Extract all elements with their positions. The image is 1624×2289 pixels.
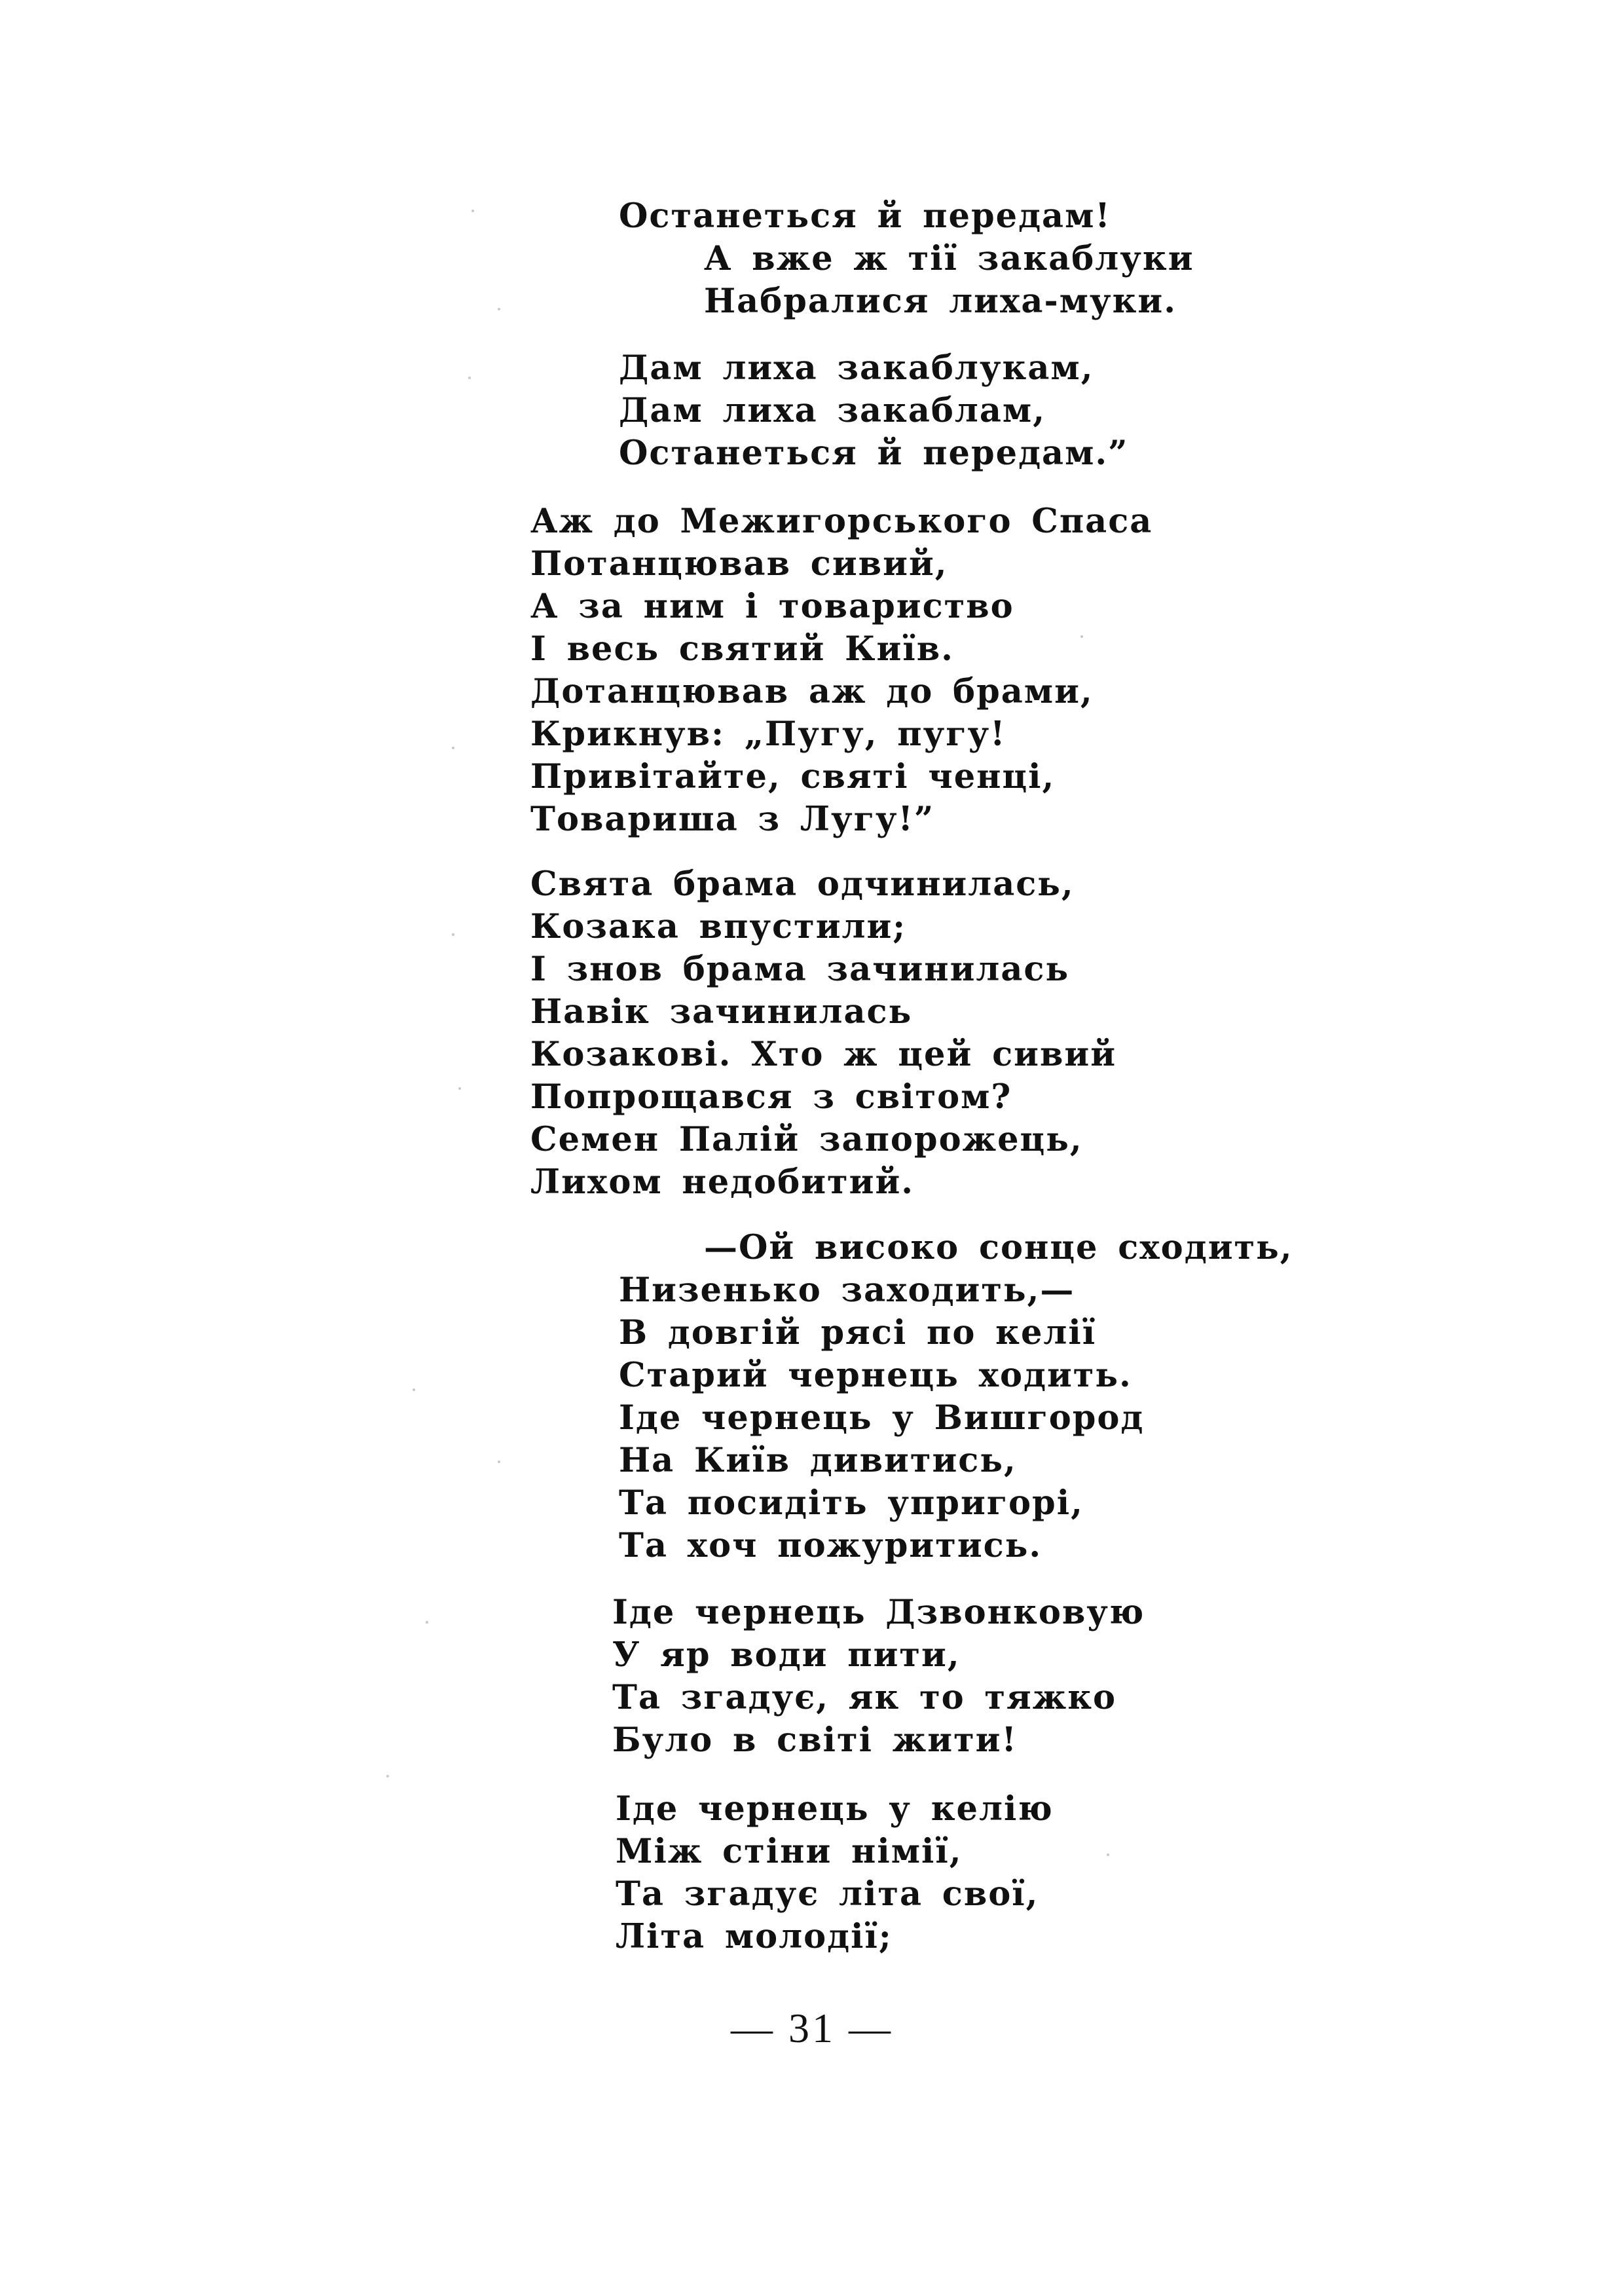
stanza-3 bbox=[530, 500, 1153, 841]
poem-line: Останеться й передам! bbox=[619, 196, 1111, 236]
stanza-6 bbox=[612, 1591, 1145, 1762]
stanza-1 bbox=[619, 195, 1194, 323]
poem-line: Козака впустили; bbox=[530, 907, 907, 946]
poem-line: На Київ дивитись, bbox=[619, 1441, 1017, 1480]
stanza-2 bbox=[619, 347, 1129, 475]
poem-line: А за ним і товариство bbox=[530, 587, 1014, 626]
poem-line: Товариша з Лугу!” bbox=[530, 800, 935, 839]
poem-line: Попрощався з світом? bbox=[530, 1077, 1012, 1117]
poem-line: Дам лиха закаблукам, bbox=[619, 348, 1094, 388]
scan-speck bbox=[386, 1775, 389, 1777]
scan-speck bbox=[498, 308, 500, 310]
poem-line: —Ой високо сонце сходить, bbox=[704, 1228, 1293, 1267]
poem-line: Дам лиха закаблам, bbox=[619, 391, 1046, 430]
scan-speck bbox=[498, 1461, 500, 1463]
poem-line: Крикнув: „Пугу, пугу! bbox=[530, 715, 1006, 754]
poem-line: Привітайте, святі ченці, bbox=[530, 757, 1056, 796]
poem-line: Козакові. Хто ж цей сивий bbox=[530, 1035, 1117, 1074]
scan-speck bbox=[1080, 635, 1083, 638]
poem-line: Старий чернець ходить. bbox=[619, 1356, 1132, 1395]
poem-line: Іде чернець у келію bbox=[616, 1789, 1054, 1829]
poem-line: Набралися лиха-муки. bbox=[704, 282, 1177, 321]
scan-speck bbox=[471, 210, 474, 212]
stanza-5 bbox=[619, 1227, 1293, 1567]
poem-line: Іде чернець у Вишгород bbox=[619, 1398, 1145, 1438]
poem-line: І весь святий Київ. bbox=[530, 629, 954, 669]
stanza-4 bbox=[530, 863, 1116, 1204]
page-number: — 31 — bbox=[731, 2005, 893, 2051]
poem-line: Іде чернець Дзвонковую bbox=[612, 1593, 1145, 1632]
poem-line: Та посидіть упригорі, bbox=[619, 1483, 1084, 1523]
poem-line: Семен Палій запорожець, bbox=[530, 1120, 1083, 1159]
poem-line: Свята брама одчинилась, bbox=[530, 865, 1075, 904]
poem-line: Аж до Межигорського Спаса bbox=[530, 502, 1153, 541]
stanza-7 bbox=[616, 1788, 1054, 1958]
poem-line: А вже ж тії закаблуки bbox=[704, 239, 1194, 278]
poem-line: І знов брама зачинилась bbox=[530, 950, 1070, 989]
poem-line: Низенько заходить,— bbox=[619, 1271, 1075, 1310]
scan-speck bbox=[452, 747, 454, 749]
poem-line: Останеться й передам.” bbox=[619, 434, 1129, 473]
scan-speck bbox=[426, 1621, 428, 1624]
poem-line: Літа молодії; bbox=[616, 1917, 893, 1956]
poem-line: Лихом недобитий. bbox=[530, 1163, 915, 1202]
poem-line: Та хоч пожуритись. bbox=[619, 1526, 1043, 1565]
poem-line: Було в світі жити! bbox=[612, 1721, 1018, 1760]
scan-speck bbox=[458, 1087, 461, 1090]
scan-speck bbox=[452, 933, 454, 936]
poem-line: У яр води пити, bbox=[612, 1635, 961, 1675]
poem-line: Навік зачинилась bbox=[530, 992, 913, 1032]
scan-speck bbox=[413, 1388, 415, 1391]
scan-speck bbox=[468, 377, 471, 379]
poem-line: Дотанцював аж до брами, bbox=[530, 672, 1094, 711]
poem-line: Та згадує літа свої, bbox=[616, 1874, 1039, 1914]
scan-speck bbox=[1107, 1853, 1109, 1856]
poem-line: Потанцював сивий, bbox=[530, 544, 948, 584]
poem-line: Між стіни німії, bbox=[616, 1832, 963, 1871]
poem-line: В довгій рясі по келії bbox=[619, 1313, 1097, 1352]
poem-line: Та згадує, як то тяжко bbox=[612, 1678, 1117, 1717]
